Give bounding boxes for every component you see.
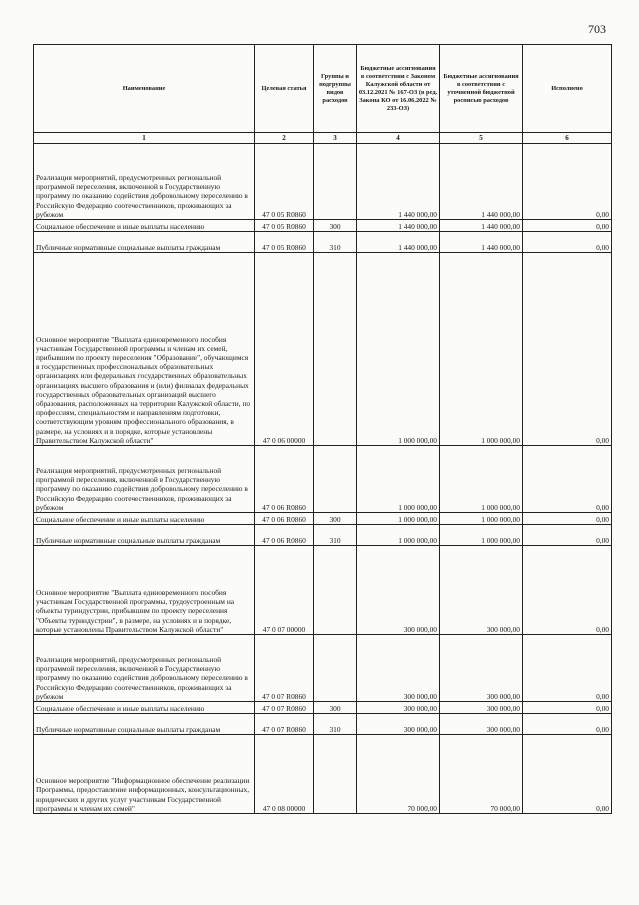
table-row xyxy=(34,635,612,702)
cell-plan: 300 000,00 xyxy=(440,546,523,635)
cell-plan: 1 000 000,00 xyxy=(440,525,523,546)
cell-name: Реализация мероприятий, предусмотренных региональной программой переселения, включенной в Государственную программу по оказанию содействия добровольному переселению в Российскую Федерацию соотечественников, проживающих за рубежом xyxy=(34,446,255,513)
table-row xyxy=(34,546,612,635)
cell-executed: 0,00 xyxy=(523,635,612,702)
cell-budget: 1 000 000,00 xyxy=(357,525,440,546)
cell-name: Реализация мероприятий, предусмотренных региональной программой переселения, включенной в Государственную программу по оказанию содействия добровольному переселению в Российскую Федерацию соотечественников, проживающих за рубежом xyxy=(34,635,255,702)
page-number: 703 xyxy=(588,22,606,36)
table-row xyxy=(34,735,612,814)
cell-name: Социальное обеспечение и иные выплаты населению xyxy=(34,220,255,232)
header-budget-law: Бюджетные ассигнования в соответствии с Законом Калужской области от 03.12.2021 № 167-ОЗ (в ред. Закона КО от 16.06.2022 № 233-ОЗ) xyxy=(357,45,440,133)
cell-executed: 0,00 xyxy=(523,253,612,446)
column-number-row xyxy=(34,133,612,144)
table-row xyxy=(34,253,612,446)
cell-plan: 1 440 000,00 xyxy=(440,232,523,253)
cell-group: 310 xyxy=(314,714,357,735)
header-target-article: Целевая статья xyxy=(255,45,314,133)
cell-group xyxy=(314,735,357,814)
budget-table xyxy=(33,44,612,814)
cell-executed: 0,00 xyxy=(523,702,612,714)
cell-plan: 300 000,00 xyxy=(440,702,523,714)
column-number: 2 xyxy=(255,133,314,144)
cell-name: Реализация мероприятий, предусмотренных региональной программой переселения, включенной в Государственную программу по оказанию содействия добровольному переселению в Российскую Федерацию соотечественников, проживающих за рубежом xyxy=(34,144,255,220)
cell-executed: 0,00 xyxy=(523,220,612,232)
cell-plan: 1 000 000,00 xyxy=(440,513,523,525)
cell-group: 300 xyxy=(314,513,357,525)
cell-budget: 1 440 000,00 xyxy=(357,144,440,220)
cell-name: Публичные нормативные социальные выплаты гражданам xyxy=(34,232,255,253)
cell-group xyxy=(314,546,357,635)
cell-budget: 1 440 000,00 xyxy=(357,220,440,232)
table-row xyxy=(34,144,612,220)
cell-budget: 300 000,00 xyxy=(357,702,440,714)
cell-code: 47 0 08 00000 xyxy=(255,735,314,814)
cell-executed: 0,00 xyxy=(523,513,612,525)
cell-group: 310 xyxy=(314,232,357,253)
cell-budget: 300 000,00 xyxy=(357,635,440,702)
cell-group xyxy=(314,446,357,513)
cell-name: Основное мероприятие "Выплата единовременного пособия участникам Государственной программы и членам их семей, прибывшим по проекту переселения "Образование", обучающимся в государственных профессиональных образовательных организациях или федеральных государственных образовательных организациях высшего образования и (или) филиалах федеральных государственных образовательных организаций высшего образования, расположенных на территории Калужской области, по профессиям, специальностям и направлениям подготовки, соответствующим уровням профессионального образования, в размере, на условиях и в порядке, которые установлены Правительством Калужской области" xyxy=(34,253,255,446)
cell-executed: 0,00 xyxy=(523,546,612,635)
table-row xyxy=(34,220,612,232)
cell-code: 47 0 07 R0860 xyxy=(255,702,314,714)
cell-name: Основное мероприятие "Выплата единовременного пособия участникам Государственной программы, трудоустроенным на объекты туриндустрии, прибывшим по проекту переселения "Объекты туриндустрии", в размере, на условиях и в порядке, которые установлены Правительством Калужской области" xyxy=(34,546,255,635)
cell-code: 47 0 06 00000 xyxy=(255,253,314,446)
cell-budget: 1 440 000,00 xyxy=(357,232,440,253)
cell-code: 47 0 05 R0860 xyxy=(255,232,314,253)
cell-group: 300 xyxy=(314,220,357,232)
table-row xyxy=(34,702,612,714)
cell-name: Публичные нормативные социальные выплаты гражданам xyxy=(34,714,255,735)
cell-executed: 0,00 xyxy=(523,525,612,546)
cell-code: 47 0 07 00000 xyxy=(255,546,314,635)
header-name: Наименование xyxy=(34,45,255,133)
cell-code: 47 0 06 R0860 xyxy=(255,513,314,525)
header-executed: Исполнено xyxy=(523,45,612,133)
cell-group xyxy=(314,144,357,220)
cell-code: 47 0 07 R0860 xyxy=(255,635,314,702)
cell-group: 310 xyxy=(314,525,357,546)
cell-executed: 0,00 xyxy=(523,714,612,735)
cell-plan: 1 440 000,00 xyxy=(440,220,523,232)
cell-name: Социальное обеспечение и иные выплаты населению xyxy=(34,702,255,714)
cell-name: Публичные нормативные социальные выплаты гражданам xyxy=(34,525,255,546)
cell-budget: 300 000,00 xyxy=(357,714,440,735)
cell-group: 300 xyxy=(314,702,357,714)
table-row xyxy=(34,714,612,735)
cell-plan: 1 000 000,00 xyxy=(440,446,523,513)
cell-code: 47 0 05 R0860 xyxy=(255,144,314,220)
cell-executed: 0,00 xyxy=(523,735,612,814)
header-expense-group: Группы и подгруппы видов расходов xyxy=(314,45,357,133)
cell-plan: 70 000,00 xyxy=(440,735,523,814)
cell-plan: 300 000,00 xyxy=(440,635,523,702)
cell-plan: 300 000,00 xyxy=(440,714,523,735)
cell-plan: 1 000 000,00 xyxy=(440,253,523,446)
cell-executed: 0,00 xyxy=(523,144,612,220)
cell-plan: 1 440 000,00 xyxy=(440,144,523,220)
cell-code: 47 0 05 R0860 xyxy=(255,220,314,232)
header-budget-plan: Бюджетные ассигнования в соответствии с уточненной бюджетной росписью расходов xyxy=(440,45,523,133)
column-number: 5 xyxy=(440,133,523,144)
table-row xyxy=(34,513,612,525)
cell-group xyxy=(314,253,357,446)
table-header-row xyxy=(34,45,612,133)
cell-code: 47 0 06 R0860 xyxy=(255,446,314,513)
table-row xyxy=(34,525,612,546)
cell-budget: 300 000,00 xyxy=(357,546,440,635)
cell-executed: 0,00 xyxy=(523,232,612,253)
table-row xyxy=(34,232,612,253)
cell-name: Социальное обеспечение и иные выплаты населению xyxy=(34,513,255,525)
cell-code: 47 0 06 R0860 xyxy=(255,525,314,546)
cell-budget: 70 000,00 xyxy=(357,735,440,814)
cell-name: Основное мероприятие "Информационное обеспечение реализации Программы, предоставление информационных, консультационных, юридических и других услуг участникам Государственной программы и членам их семей" xyxy=(34,735,255,814)
table-row xyxy=(34,446,612,513)
column-number: 1 xyxy=(34,133,255,144)
cell-budget: 1 000 000,00 xyxy=(357,253,440,446)
cell-group xyxy=(314,635,357,702)
cell-code: 47 0 07 R0860 xyxy=(255,714,314,735)
cell-budget: 1 000 000,00 xyxy=(357,513,440,525)
column-number: 4 xyxy=(357,133,440,144)
column-number: 3 xyxy=(314,133,357,144)
column-number: 6 xyxy=(523,133,612,144)
cell-executed: 0,00 xyxy=(523,446,612,513)
cell-budget: 1 000 000,00 xyxy=(357,446,440,513)
